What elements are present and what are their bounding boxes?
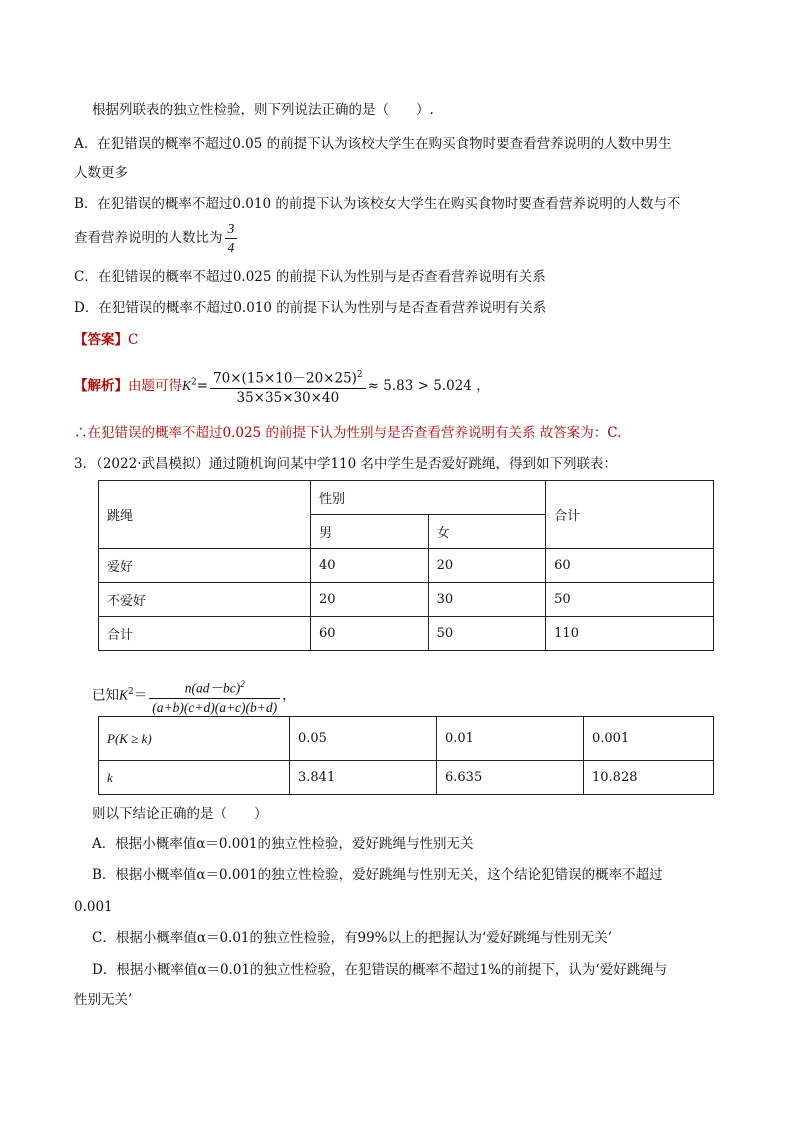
q3-ask: 则以下结论正确的是（ ）	[92, 806, 268, 822]
option-a-line2: 人数更多	[74, 165, 128, 181]
fraction-3-4: $\frac{3}{4}$	[225, 220, 238, 257]
formula-line: 已知$K^2=$ $\frac{n(ad-bc)^2}{(a+b)(c+d)(a+c)(b+d)}$ ，	[92, 675, 296, 717]
table-row: 不爱好 20 30 50	[99, 583, 714, 617]
option-b-line2: 查看营养说明的人数比为 $\frac{3}{4}$	[74, 220, 239, 257]
table-row: 爱好 40 20 60	[99, 549, 714, 583]
table-row: P(K ≥ k) 0.05 0.01 0.001	[99, 717, 714, 761]
analysis-conclusion: ∴在犯错误的概率不超过0.025 的前提下认为性别与是否查看营养说明有关系 故答案为：C.	[74, 425, 622, 441]
answer-line: 【答案】C	[74, 332, 139, 348]
header-gender: 性别	[311, 481, 546, 515]
table-row: 合计 60 50 110	[99, 617, 714, 651]
q3-stem: 3．（2022·武昌模拟）通过随机询问某中学110 名中学生是否爱好跳绳，得到如下列联表：	[74, 456, 618, 472]
header-female: 女	[428, 515, 546, 549]
option-c: C．在犯错误的概率不超过0.025 的前提下认为性别与是否查看营养说明有关系	[74, 269, 546, 285]
q3-option-b-line1: B．根据小概率值α＝0.001的独立性检验，爱好跳绳与性别无关，这个结论犯错误的概率不超过	[92, 867, 663, 883]
header-male: 男	[311, 515, 429, 549]
q3-option-d-line2: 性别无关’	[74, 992, 133, 1008]
q3-option-b-line2: 0.001	[74, 899, 113, 915]
header-total: 合计	[546, 481, 714, 549]
analysis-line: 【解析】由题可得$K^2=$ $\frac{70\times(15\times 10-20\times 25)^2}{35\times 35\times 30\times 40}$ ≈ 5.83 > 5.024 ，	[74, 366, 490, 407]
table-row: k 3.841 6.635 10.828	[99, 761, 714, 795]
q3-option-d-line1: D．根据小概率值α＝0.01的独立性检验，在犯错误的概率不超过1%的前提下，认为‘爱好跳绳与	[92, 962, 668, 978]
critical-value-table	[98, 716, 714, 795]
q3-option-c: C．根据小概率值α＝0.01的独立性检验，有99%以上的把握认为‘爱好跳绳与性别无关’	[92, 930, 613, 946]
option-d: D．在犯错误的概率不超过0.010 的前提下认为性别与是否查看营养说明有关系	[74, 300, 547, 316]
header-corner: 跳绳	[99, 481, 311, 549]
intro-text: 根据列联表的独立性检验，则下列说法正确的是（ ）.	[92, 102, 434, 118]
q3-option-a: A．根据小概率值α＝0.001的独立性检验，爱好跳绳与性别无关	[92, 836, 474, 852]
option-a-line1: A．在犯错误的概率不超过0.05 的前提下认为该校大学生在购买食物时要查看营养说明的人数中男生	[74, 136, 672, 152]
contingency-table	[98, 480, 714, 651]
option-b-line1: B．在犯错误的概率不超过0.010 的前提下认为该校女大学生在购买食物时要查看营养说明的人数与不	[74, 196, 681, 212]
